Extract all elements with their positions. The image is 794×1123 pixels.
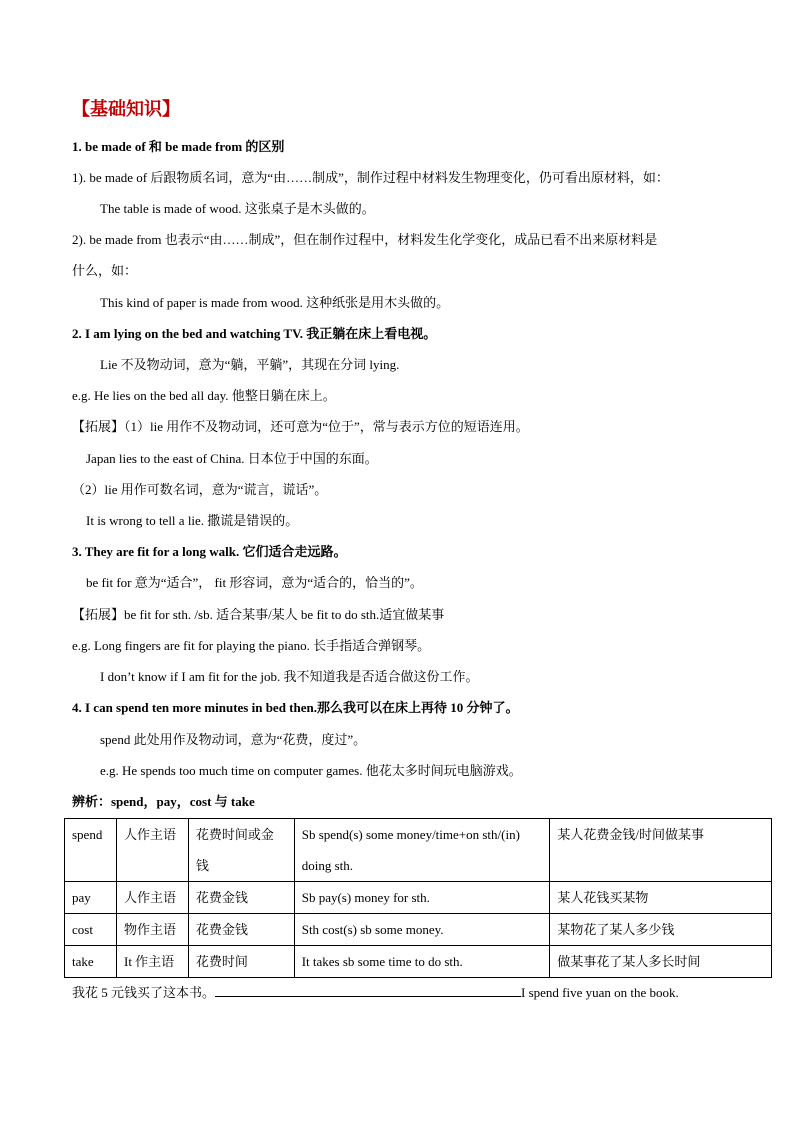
table-row	[65, 946, 772, 978]
table-row	[65, 882, 772, 914]
exercise-line	[72, 984, 679, 1002]
point-3-extension: 【拓展】be fit for sth. /sb. 适合某事/某人 be fit to do sth.适宜做某事	[72, 607, 445, 622]
subject-cell: 人作主语	[116, 882, 188, 914]
point-1-example-2: This kind of paper is made from wood. 这种纸张是用木头做的。	[100, 295, 450, 310]
point-2-extension-1-example: Japan lies to the east of China. 日本位于中国的东面。	[86, 451, 378, 466]
table-row	[65, 914, 772, 946]
point-1-para-2b: 什么，如：	[72, 263, 138, 278]
point-3-title: 3. They are fit for a long walk. 它们适合走远路。	[72, 544, 347, 559]
point-2-extension-2: （2）lie 用作可数名词，意为“谎言，谎话”。	[72, 482, 328, 497]
meaning-cell: 花费金钱	[188, 882, 294, 914]
point-2-para-1: Lie 不及物动词，意为“躺，平躺”，其现在分词 lying.	[100, 357, 400, 372]
meaning-cell: 花费时间	[188, 946, 294, 978]
word-cell: take	[65, 946, 117, 978]
point-4-para-1: spend 此处用作及物动词，意为“花费，度过”。	[100, 732, 367, 747]
section-heading: 【基础知识】	[72, 99, 180, 120]
table-row	[65, 819, 772, 882]
pattern-cell: Sth cost(s) sb some money.	[294, 914, 550, 946]
translation-cell: 某物花了某人多少钱	[550, 914, 772, 946]
point-4-title: 4. I can spend ten more minutes in bed then.那么我可以在床上再待 10 分钟了。	[72, 700, 519, 715]
meaning-cell: 花费时间或金钱	[188, 819, 294, 882]
point-2-extension-1: 【拓展】（1）lie 用作不及物动词，还可意为“位于”，常与表示方位的短语连用。	[72, 419, 529, 434]
subject-cell: 物作主语	[116, 914, 188, 946]
point-3-example: e.g. Long fingers are fit for playing the piano. 长手指适合弹钢琴。	[72, 638, 431, 653]
answer-blank[interactable]	[215, 984, 521, 997]
exercise-answer: I spend five yuan on the book.	[521, 985, 679, 1000]
translation-cell: 某人花钱买某物	[550, 882, 772, 914]
pattern-cell: Sb pay(s) money for sth.	[294, 882, 550, 914]
subject-cell: It 作主语	[116, 946, 188, 978]
point-1-para-1: 1). be made of 后跟物质名词，意为“由……制成”，制作过程中材料发生物理变化，仍可看出原材料，如：	[72, 170, 669, 185]
point-1-title: 1. be made of 和 be made from 的区别	[72, 139, 285, 154]
point-3-para-1: be fit for 意为“适合”， fit 形容词，意为“适合的，恰当的”。	[86, 575, 423, 590]
point-1-para-2a: 2). be made from 也表示“由……制成”，但在制作过程中，材料发生化学变化，成品已看不出来原材料是	[72, 232, 658, 247]
pattern-cell: Sb spend(s) some money/time+on sth/(in) doing sth.	[294, 819, 550, 882]
point-2-example: e.g. He lies on the bed all day. 他整日躺在床上。	[72, 388, 336, 403]
word-cell: cost	[65, 914, 117, 946]
translation-cell: 某人花费金钱/时间做某事	[550, 819, 772, 882]
point-2-title: 2. I am lying on the bed and watching TV. 我正躺在床上看电视。	[72, 326, 437, 341]
subject-cell: 人作主语	[116, 819, 188, 882]
pattern-cell: It takes sb some time to do sth.	[294, 946, 550, 978]
point-3-example-2: I don’t know if I am fit for the job. 我不知道我是否适合做这份工作。	[100, 669, 479, 684]
comparison-table	[64, 818, 772, 978]
meaning-cell: 花费金钱	[188, 914, 294, 946]
word-cell: spend	[65, 819, 117, 882]
analysis-title: 辨析：spend，pay，cost 与 take	[72, 794, 255, 809]
point-2-extension-2-example: It is wrong to tell a lie. 撒谎是错误的。	[86, 513, 299, 528]
point-4-example: e.g. He spends too much time on computer games. 他花太多时间玩电脑游戏。	[100, 763, 522, 778]
word-cell: pay	[65, 882, 117, 914]
point-1-example-1: The table is made of wood. 这张桌子是木头做的。	[100, 201, 375, 216]
translation-cell: 做某事花了某人多长时间	[550, 946, 772, 978]
exercise-prompt: 我花 5 元钱买了这本书。	[72, 985, 216, 1000]
